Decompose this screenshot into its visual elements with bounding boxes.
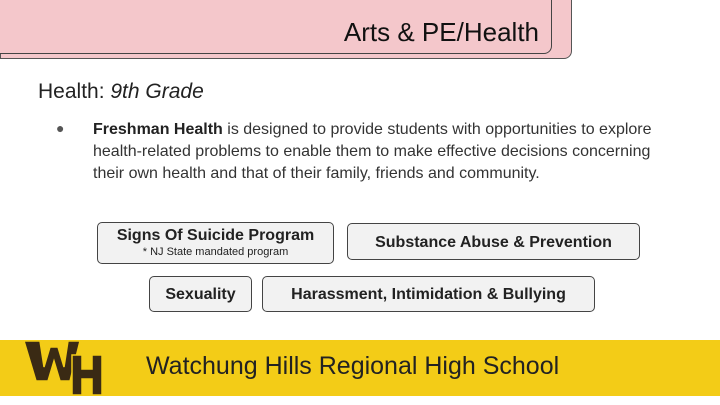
program-suicide-note: * NJ State mandated program: [142, 246, 289, 258]
heading-prefix: Health:: [38, 80, 111, 103]
program-suicide-label: Signs Of Suicide Program: [116, 227, 315, 244]
program-sexuality: Sexuality: [149, 276, 252, 312]
school-name: Watchung Hills Regional High School: [146, 352, 560, 380]
title-box: [0, 0, 552, 54]
section-heading: [38, 80, 204, 104]
bullet-paragraph: [93, 119, 683, 185]
slide-title: Arts & PE/Health: [343, 17, 539, 47]
school-logo: [22, 337, 104, 397]
bullet-dot-icon: ●: [56, 120, 65, 136]
program-substance: Substance Abuse & Prevention: [347, 223, 640, 260]
program-harassment: Harassment, Intimidation & Bullying: [262, 276, 595, 312]
bullet-body: is designed to provide students with opportunities to explore health-related problems to enable them to make effective decisions concerning their own health and that of their family, friends and community.: [93, 121, 652, 182]
bullet-bold-term: Freshman Health: [93, 121, 223, 138]
heading-grade: 9th Grade: [110, 80, 204, 103]
program-suicide: [97, 222, 334, 264]
